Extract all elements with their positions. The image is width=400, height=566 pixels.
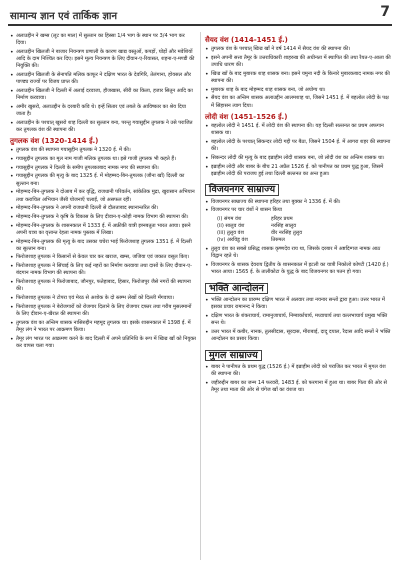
- list-item: • खिज्र खाँ के बाद मुबारक शाह शासक बना। इसने यमुना नदी के किनारे मुबारकबाद नामक नगर की स्थापना की।: [205, 71, 391, 85]
- dynasty-founder: नरसिंह सालुव: [271, 223, 297, 230]
- list-item: • भक्ति आन्दोलन का प्रारम्भ दक्षिण भारत में अलवार तथा नयनार सन्तों द्वारा हुआ। उत्तर भारत में इसका प्रचार रामानन्द ने किया।: [205, 297, 391, 311]
- section-heading-tughlaq: तुगलक वंश (1320-1414 ई.): [10, 137, 99, 146]
- list-item: • मोहम्मद-बिन-तुगलक ने दोआब में कर वृद्धि, राजधानी परिवर्तन, सांकेतिक मुद्रा, खुरासान अभियान तथा कराचिल अभियान जैसी योजनाएँ चलाईं, जो असफल रहीं।: [10, 189, 196, 203]
- dynasty-row: [217, 230, 391, 237]
- section-heading-mughal: मुगल साम्राज्य: [205, 350, 262, 361]
- dynasty-name: (i) संगम वंश: [217, 216, 242, 223]
- list-item: • इब्राहीम लोदी और बाबर के बीच 21 अप्रैल 1526 ई. को पानीपत का प्रथम युद्ध हुआ, जिसमें इब्राहीम लोदी की पराजय हुई तथा दिल्ली सल्तनत का अन्त हुआ।: [205, 164, 391, 178]
- list-item: • सैयद वंश का अन्तिम शासक अलाउद्दीन आलमशाह था, जिसने 1451 ई. में बहलोल लोदी के पक्ष में सिंहासन त्याग दिया।: [205, 95, 391, 109]
- column-divider: [200, 32, 201, 560]
- dynasty-row: [217, 216, 391, 223]
- list-item: • मोहम्मद-बिन-तुगलक के शासनकाल में 1333 ई. में अफ्रीकी यात्री इब्नबतूता भारत आया। इसने अपनी यात्रा का वृत्तान्त रेहला नामक पुस्तक में लिखा।: [10, 223, 196, 237]
- list-item: • अलाउद्दीन के पश्चात् खुसरो शाह दिल्ली का सुल्तान बना, परन्तु गयासुद्दीन तुगलक ने उसे पराजित कर तुगलक वंश की स्थापना की।: [10, 120, 196, 134]
- dynasty-founder: तिरुमल: [271, 237, 285, 244]
- list-item: • अलाउद्दीन ने खम्स (लूट का माल) में सुल्तान का हिस्सा 1/4 भाग के स्थान पर 3/4 भाग कर दिया।: [10, 33, 196, 47]
- dynasty-founder: वीर नरसिंह तुलुव: [271, 230, 303, 237]
- dynasty-founder: हरिहर प्रथम: [271, 216, 293, 223]
- list-item: • गयासुद्दीन तुगलक ने दिल्ली के समीप तुगलकाबाद नामक नगर की स्थापना की।: [10, 165, 196, 172]
- list-item: • बहलोल लोदी के पश्चात् सिकन्दर लोदी गद्दी पर बैठा, जिसने 1504 ई. में आगरा शहर की स्थापना की।: [205, 139, 391, 153]
- list-item: • बहलोल लोदी ने 1451 ई. में लोदी वंश की स्थापना की। यह दिल्ली सल्तनत का प्रथम अफगान शासक था।: [205, 123, 391, 137]
- page-number: 7: [380, 4, 390, 20]
- list-item: • बाबर ने पानीपत के प्रथम युद्ध (1526 ई.) में इब्राहीम लोदी को पराजित कर भारत में मुगल वंश की स्थापना की।: [205, 364, 391, 378]
- dynasty-row: [217, 237, 391, 244]
- header-divider: [8, 24, 392, 26]
- list-item: • तैमूर लंग भारत पर आक्रमण करने के बाद दिल्ली में अपने प्रतिनिधि के रूप में खिज्र खाँ को नियुक्त कर वापस चला गया।: [10, 336, 196, 350]
- right-column: [205, 33, 391, 396]
- section-heading-vijaynagar: विजयनगर साम्राज्य: [205, 184, 279, 195]
- dynasty-row: [217, 223, 391, 230]
- running-title: सामान्य ज्ञान एवं तार्किक ज्ञान: [10, 11, 118, 22]
- list-item: • अलाउद्दीन खिलजी ने बाजार नियन्त्रण प्रणाली के कारण खाद्य वस्तुओं, कपड़ों, घोड़ों और मवेशियों आदि के दाम निश्चित कर दिए। इसने मूल्य नियन्त्रण के लिए दीवान-ए-रियासत, शहना-ए-मण्डी की नियुक्ति की।: [10, 49, 196, 71]
- list-item: • अलाउद्दीन खिलजी के सेनापति मलिक काफूर ने दक्षिण भारत के देवगिरि, तेलंगाना, होयसल और पाण्ड्य राज्यों पर विजय प्राप्त की।: [10, 72, 196, 86]
- list-item: • गयासुद्दीन तुगलक की मृत्यु के बाद 1325 ई. में मोहम्मद-बिन-तुगलक (जौना खाँ) दिल्ली का सुल्तान बना।: [10, 173, 196, 187]
- list-item: • विजयनगर साम्राज्य की स्थापना हरिहर तथा बुक्का ने 1336 ई. में की।: [205, 199, 391, 206]
- list-item: • तुलुव वंश का सबसे प्रसिद्ध शासक कृष्णदेव राय था, जिसके दरबार में अष्टदिग्गज नामक आठ विद्वान रहते थे।: [205, 246, 391, 260]
- section-heading-sayyid: सैयद वंश (1414-1451 ई.): [205, 36, 288, 44]
- list-item: • दक्षिण भारत के शंकराचार्य, रामानुजाचार्य, निम्बार्काचार्य, मध्वाचार्य तथा वल्लभाचार्य प्रमुख भक्ति सन्त थे।: [205, 313, 391, 327]
- page-header: [0, 0, 400, 28]
- dynasty-name: (iv) अरविडु वंश: [217, 237, 248, 244]
- section-heading-lodi: लोदी वंश (1451-1526 ई.): [205, 112, 288, 121]
- list-item: • फिरोजशाह तुगलक ने बेरोजगारों को रोजगार दिलाने के लिए रोजगार दफ्तर तथा गरीब मुसलमानों के लिए दीवान-ए-खैरात की स्थापना की।: [10, 304, 196, 318]
- list-item: • विजयनगर पर चार वंशों ने शासन किया: [205, 207, 391, 214]
- list-item: • फिरोजशाह तुगलक ने सिंचाई के लिए कई नहरों का निर्माण करवाया तथा दासों के लिए दीवान-ए-बंदगान नामक विभाग की स्थापना की।: [10, 263, 196, 277]
- list-item: • मोहम्मद-बिन-तुगलक ने कृषि के विकास के लिए दीवान-ए-कोही नामक विभाग की स्थापना की।: [10, 214, 196, 221]
- list-item: • उत्तर भारत में कबीर, नानक, तुलसीदास, सूरदास, मीराबाई, दादू दयाल, रैदास आदि सन्तों ने भक्ति आन्दोलन का प्रसार किया।: [205, 329, 391, 343]
- list-item: • जहीरुद्दीन बाबर का जन्म 14 फरवरी, 1483 ई. को फरगाना में हुआ था। बाबर पिता की ओर से तैमूर तथा माता की ओर से चंगेज खाँ का वंशज था।: [205, 380, 391, 394]
- list-item: • फिरोजशाह तुगलक ने फिरोजाबाद, जौनपुर, फतेहाबाद, हिसार, फिरोजपुर जैसे नगरों की स्थापना की।: [10, 279, 196, 293]
- list-item: • अलाउद्दीन खिलजी ने दिल्ली में अलाई दरवाजा, हौजखास, सीरी का किला, हजार सितून आदि का निर्माण करवाया।: [10, 88, 196, 102]
- dynasty-name: (iii) तुलुव वंश: [217, 230, 244, 237]
- list-item: • विजयनगर के शासक देवराय द्वितीय के शासनकाल में इटली का यात्री निकोलो कोण्टी (1420 ई.) भारत आया। 1565 ई. के तालीकोटा के युद्ध के बाद विजयनगर का पतन हो गया।: [205, 262, 391, 276]
- list-item: • सिकन्दर लोदी की मृत्यु के बाद इब्राहीम लोदी शासक बना, जो लोदी वंश का अन्तिम शासक था।: [205, 155, 391, 162]
- list-item: • इसने अपनी सत्ता तैमूर के उत्तराधिकारी शाहरुख की अधीनता में स्थापित की तथा रैयत-ए-आला की उपाधि धारण की।: [205, 55, 391, 69]
- dynasty-list: [217, 216, 391, 244]
- list-item: • तुगलक वंश के पश्चात् खिज्र खाँ ने वर्ष 1414 में सैयद वंश की स्थापना की।: [205, 46, 391, 53]
- list-item: • फिरोजशाह तुगलक ने किसानों से केवल चार कर खराज, खम्स, जजिया एवं जकात वसूल किए।: [10, 254, 196, 261]
- left-column: [10, 33, 196, 351]
- list-item: • गयासुद्दीन तुगलक का मूल नाम गाजी मलिक तुगलक था। इसे गाजी तुगलक भी कहते हैं।: [10, 156, 196, 163]
- list-item: • मुबारक शाह के बाद मोहम्मद शाह शासक बना, जो अयोग्य था।: [205, 87, 391, 94]
- list-item: • फिरोजशाह तुगलक ने टोपरा एवं मेरठ से अशोक के दो स्तम्भ लेखों को दिल्ली मँगवाया।: [10, 295, 196, 302]
- list-item: • मोहम्मद-बिन-तुगलक की मृत्यु के बाद उसका चचेरा भाई फिरोजशाह तुगलक 1351 ई. में दिल्ली का सुल्तान बना।: [10, 239, 196, 253]
- list-item: • तुगलक वंश की स्थापना गयासुद्दीन तुगलक ने 1320 ई. में की।: [10, 147, 196, 154]
- list-item: • मोहम्मद-बिन-तुगलक ने अपनी राजधानी दिल्ली से दौलताबाद स्थानान्तरित की।: [10, 205, 196, 212]
- list-item: • अमीर खुसरो, अलाउद्दीन के दरबारी कवि थे। इन्हें सितार एवं तबले के आविष्कार का श्रेय दिया जाता है।: [10, 104, 196, 118]
- section-heading-bhakti: भक्ति आन्दोलन: [205, 283, 268, 294]
- list-item: • तुगलक वंश का अन्तिम शासक नासिरुद्दीन महमूद तुगलक था। इसके शासनकाल में 1398 ई. में तैमूर लंग ने भारत पर आक्रमण किया।: [10, 320, 196, 334]
- dynasty-name: (ii) सालुव वंश: [217, 223, 245, 230]
